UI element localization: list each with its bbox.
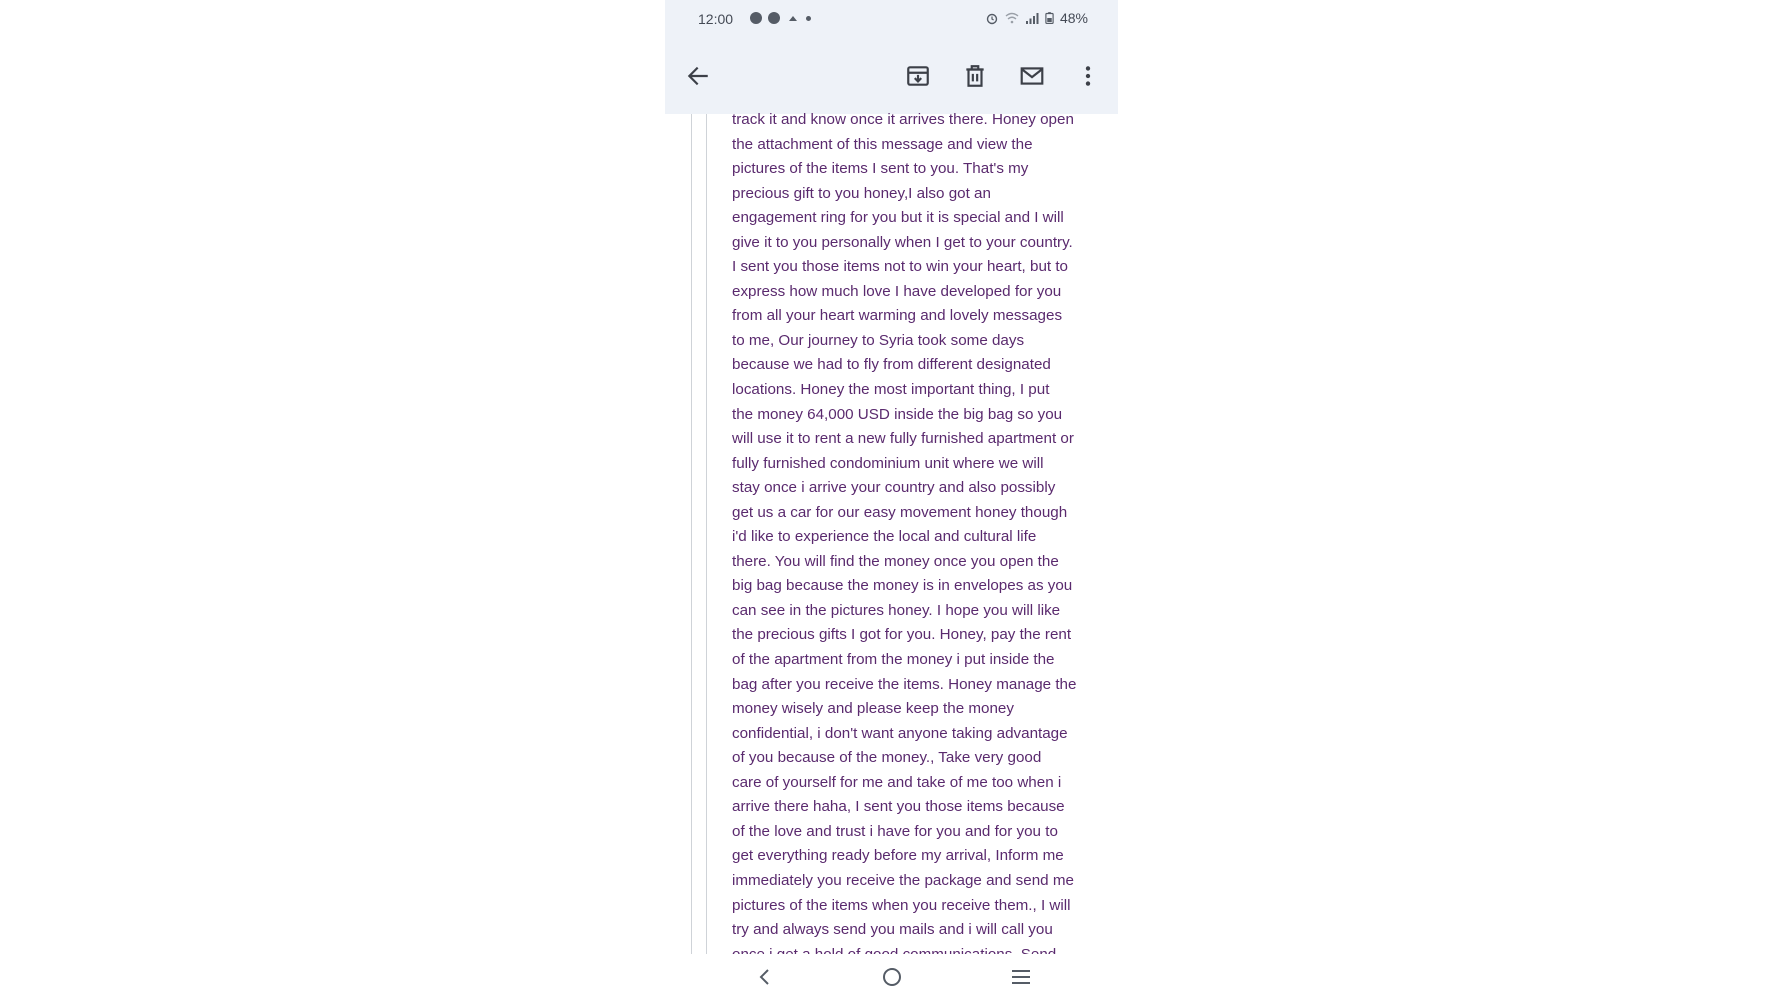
message-line: locations. Honey the most important thing, I put (732, 381, 1050, 399)
message-line: bag after you receive the items. Honey manage the (732, 675, 1077, 693)
message-line: get us a car for our easy movement honey though (732, 503, 1068, 521)
notification-dot-icon (806, 16, 811, 21)
message-line: precious gift to you honey,I also got an (732, 184, 991, 202)
nav-recents-button[interactable] (1006, 962, 1036, 992)
message-line: the precious gifts I got for you. Honey, pay the rent (732, 626, 1072, 644)
message-line: i'd like to experience the local and cultural life (732, 528, 1037, 546)
quote-divider (706, 114, 707, 954)
back-button[interactable] (680, 58, 716, 94)
messenger-icon (768, 12, 780, 24)
back-arrow-icon (685, 63, 711, 89)
message-line: immediately you receive the package and send me (732, 871, 1074, 889)
status-left-icons (750, 11, 811, 25)
message-content[interactable] (665, 111, 1118, 954)
signal-icon (1025, 11, 1039, 25)
message-line: get everything ready before my arrival, Inform me (732, 847, 1064, 865)
message-line: stay once i arrive your country and also possibly (732, 479, 1056, 497)
message-line: confidential, i don't want anyone taking advantage (732, 724, 1068, 742)
message-line: can see in the pictures honey. I hope you will like (732, 601, 1061, 619)
nav-recents-icon (1010, 968, 1032, 986)
message-line: money wisely and please keep the money (732, 700, 1014, 718)
mail-icon (1019, 63, 1045, 89)
message-line: the money 64,000 USD inside the big bag so you (732, 405, 1063, 423)
message-line: to me, Our journey to Syria took some days (732, 331, 1025, 349)
archive-icon (905, 63, 931, 89)
message-line: give it to you personally when I get to your country. (732, 233, 1073, 251)
status-bar (665, 0, 1118, 38)
message-line: the attachment of this message and view the (732, 135, 1033, 153)
message-line: fully furnished condominium unit where we will (732, 454, 1044, 472)
wifi-icon (1005, 11, 1019, 25)
nav-back-icon (756, 968, 774, 986)
nav-back-button[interactable] (750, 962, 780, 992)
message-line: because we had to fly from different designated (732, 356, 1051, 374)
message-line: will use it to rent a new fully furnished apartment or (732, 430, 1074, 448)
message-line: I sent you those items not to win your heart, but to (732, 258, 1068, 276)
message-line: of the apartment from the money i put inside the (732, 651, 1055, 669)
phone-screen (665, 0, 1118, 1000)
status-time: 12:00 (698, 11, 734, 27)
message-line: care of yourself for me and take of me too when i (732, 773, 1062, 791)
message-line: from all your heart warming and lovely messages (732, 307, 1063, 325)
message-line: pictures of the items when you receive them., I will (732, 896, 1071, 914)
message-line: big bag because the money is in envelopes as you (732, 577, 1073, 595)
cloud-upload-icon (786, 11, 800, 25)
mark-unread-button[interactable] (1014, 58, 1050, 94)
message-body (732, 108, 1104, 967)
delete-button[interactable] (957, 58, 993, 94)
battery-icon (1045, 11, 1054, 25)
message-line: of you because of the money., Take very good (732, 749, 1042, 767)
messenger-icon (750, 12, 762, 24)
message-line: express how much love I have developed for you (732, 282, 1062, 300)
nav-home-icon (881, 966, 903, 988)
more-options-button[interactable] (1070, 58, 1106, 94)
trash-icon (962, 63, 988, 89)
quote-divider (691, 114, 692, 954)
message-line: try and always send you mails and i will call you (732, 921, 1053, 939)
message-line: arrive there haha, I sent you those items because (732, 798, 1065, 816)
message-line: track it and know once it arrives there. Honey open (732, 111, 1074, 128)
message-line: pictures of the items I sent to you. That's my (732, 160, 1029, 178)
status-right-icons (985, 10, 1088, 26)
email-toolbar (665, 38, 1118, 114)
alarm-icon (985, 11, 999, 25)
nav-home-button[interactable] (877, 962, 907, 992)
more-vert-icon (1075, 63, 1101, 89)
archive-button[interactable] (900, 58, 936, 94)
system-nav-bar (665, 954, 1118, 1000)
message-line: there. You will find the money once you open the (732, 552, 1059, 570)
message-line: engagement ring for you but it is special and I will (732, 209, 1064, 227)
battery-percent: 48% (1059, 10, 1088, 26)
message-line: of the love and trust i have for you and for you to (732, 822, 1058, 840)
